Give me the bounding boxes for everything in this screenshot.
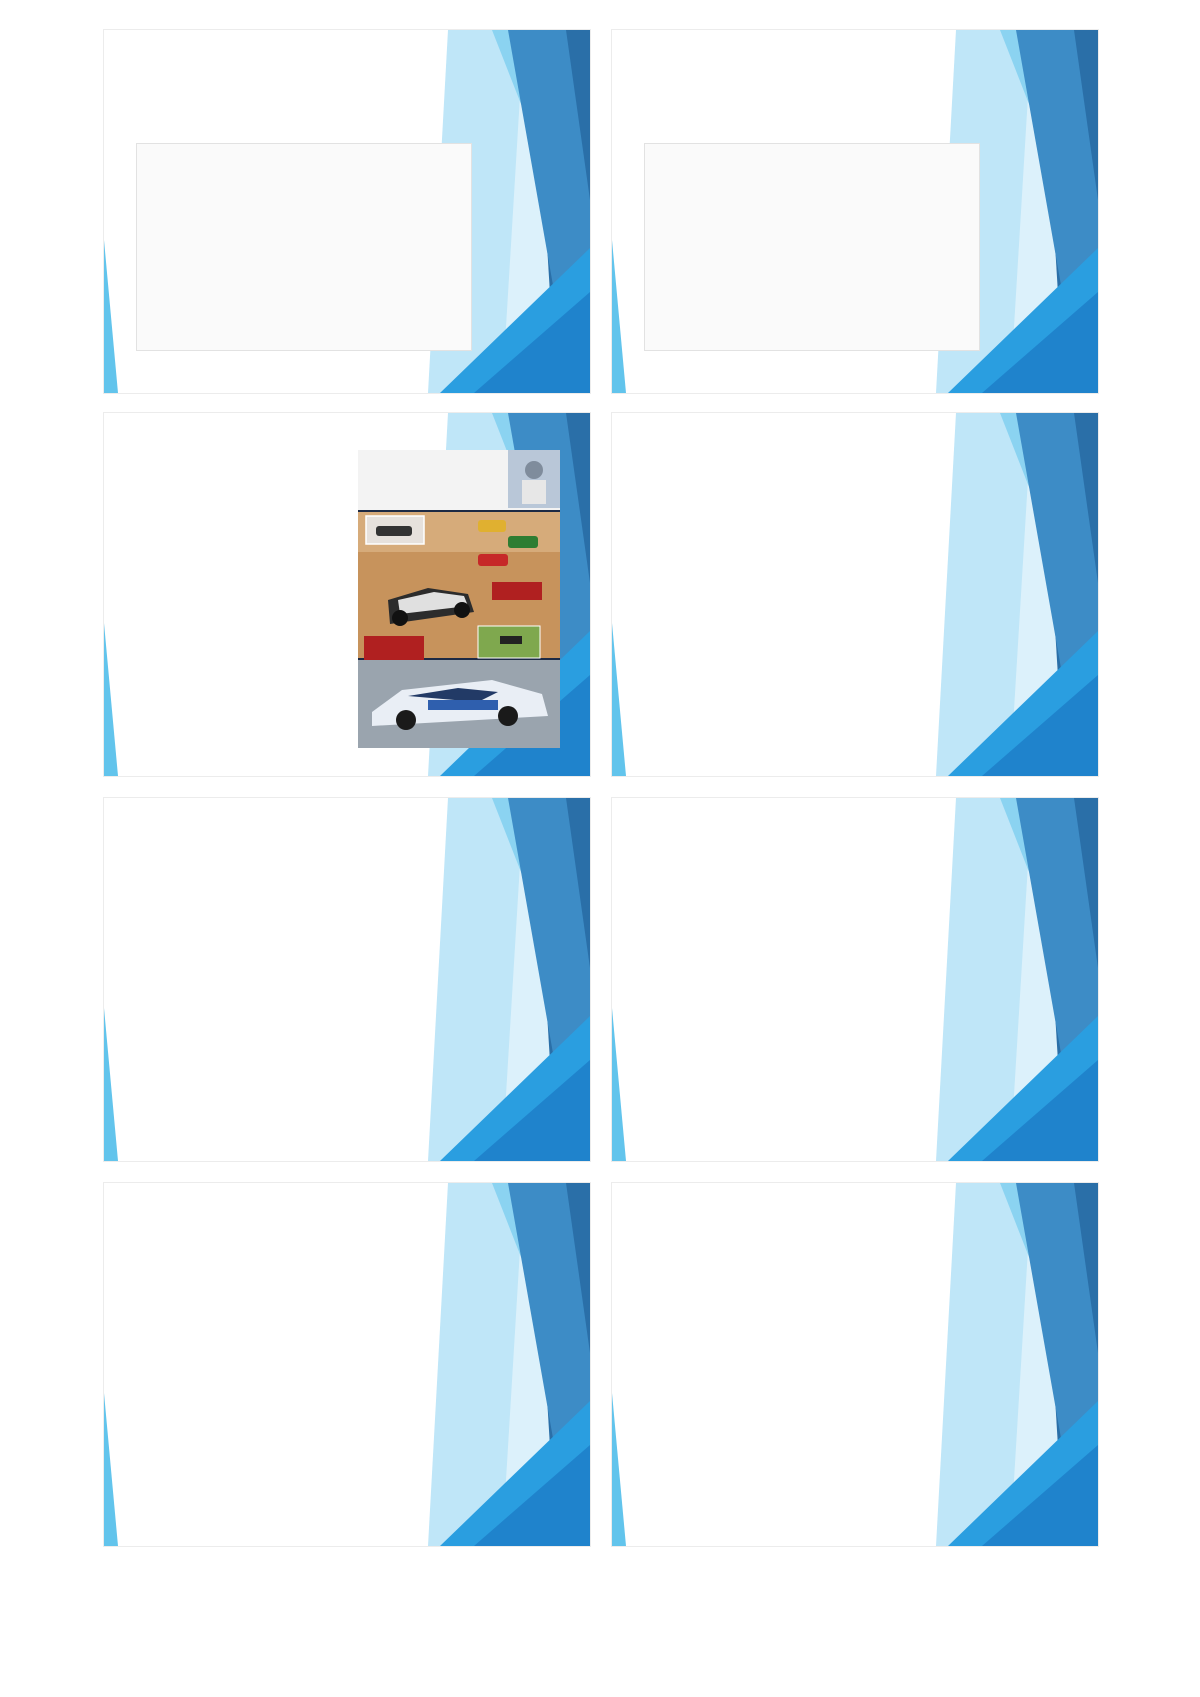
slide-inscriptions bbox=[612, 1183, 1098, 1546]
decoration-shape bbox=[612, 1008, 626, 1161]
pie-chart-svg bbox=[137, 144, 471, 350]
slide-live-views bbox=[612, 798, 1098, 1161]
bar-chart-live-views bbox=[634, 828, 974, 1128]
decoration-shape bbox=[612, 623, 626, 776]
decoration-shape bbox=[104, 1008, 118, 1161]
decoration-shape bbox=[104, 1393, 118, 1546]
magazine-cover-image bbox=[358, 450, 560, 748]
decoration-shape bbox=[104, 240, 118, 393]
slide-decoration bbox=[104, 798, 590, 1161]
pie-chart-age bbox=[644, 143, 980, 351]
pie-chart-svg bbox=[645, 144, 979, 350]
slide-trackisopen-2018 bbox=[104, 1183, 590, 1546]
bar-chart-visits bbox=[634, 529, 974, 749]
slide-decoration bbox=[104, 1183, 590, 1546]
slide-site-stats bbox=[612, 413, 1098, 776]
decoration-shape bbox=[104, 623, 118, 776]
decoration-shape bbox=[612, 1393, 626, 1546]
slide-golden-pass-disciplines bbox=[104, 30, 590, 393]
slide-magazine bbox=[104, 413, 590, 776]
slide-decoration bbox=[612, 1183, 1098, 1546]
pie-chart-disciplines bbox=[136, 143, 472, 351]
slide-diffusion-live bbox=[104, 798, 590, 1161]
slide-golden-pass-age bbox=[612, 30, 1098, 393]
decoration-shape bbox=[612, 240, 626, 393]
